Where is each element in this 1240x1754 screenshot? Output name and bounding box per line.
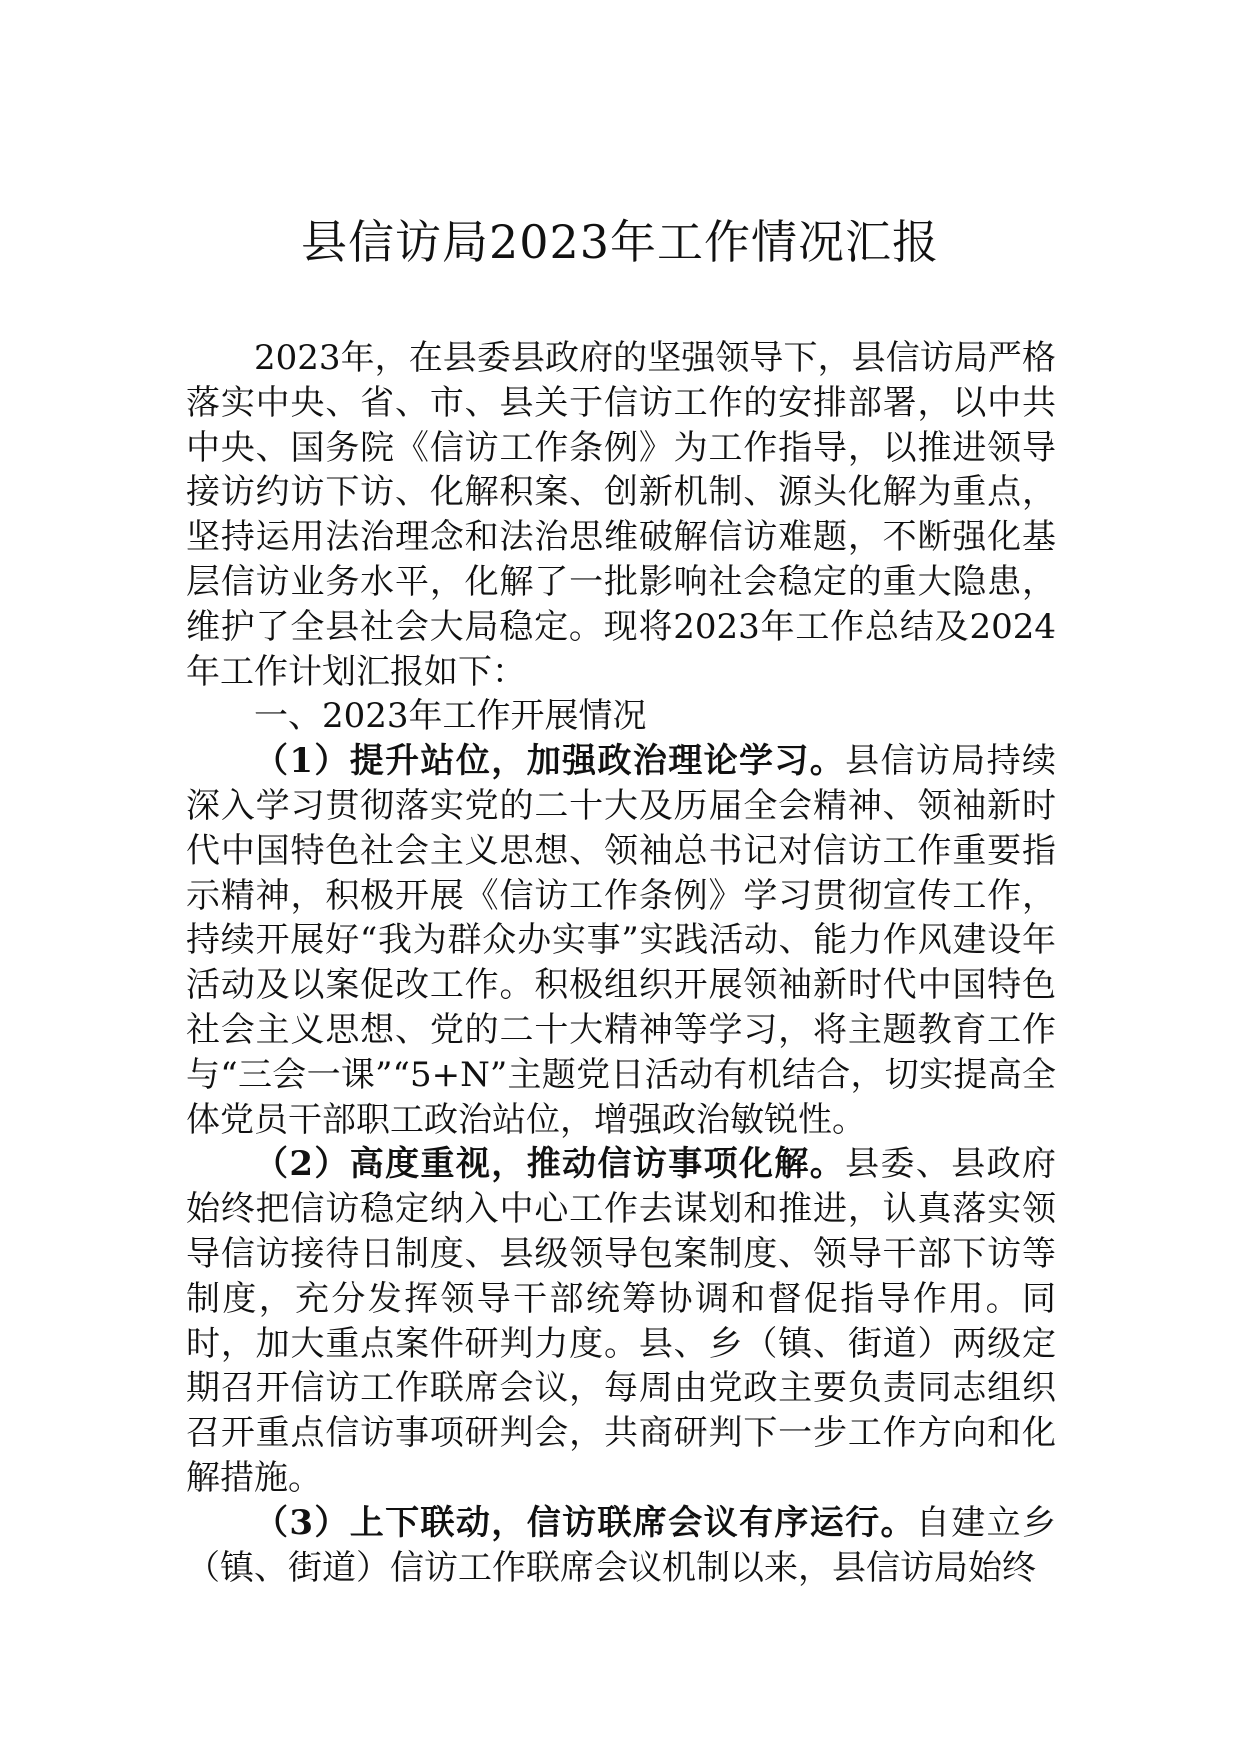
paragraph-lead: （1）提升站位，加强政治理论学习。 bbox=[254, 741, 846, 782]
paragraph-item-3 bbox=[186, 1501, 1056, 1591]
section-heading bbox=[186, 694, 1056, 739]
paragraph-item-1 bbox=[186, 739, 1056, 1142]
paragraph-lead: （2）高度重视，推动信访事项化解。 bbox=[254, 1144, 846, 1185]
paragraph-lead: （3）上下联动，信访联席会议有序运行。 bbox=[254, 1502, 916, 1543]
paragraph-text: 2023年，在县委县政府的坚强领导下，县信访局严格落实中央、省、市、县关于信访工作的安排部署，以中共中央、国务院《信访工作条例》为工作指导，以推进领导接访约访下访、化解积案、创新机制、源头化解为重点，坚持运用法治理念和法治思维破解信访难题，不断强化基层信访业务水平，化解了一批影响社会稳定的重大隐患，维护了全县社会大局稳定。现将2023年工作总结及2024年工作计划汇报如下： bbox=[186, 338, 1056, 692]
paragraph-item-2 bbox=[186, 1142, 1056, 1500]
paragraph-text: 县信访局持续深入学习贯彻落实党的二十大及历届全会精神、领袖新时代中国特色社会主义思想、领袖总书记对信访工作重要指示精神，积极开展《信访工作条例》学习贯彻宣传工作，持续开展好“我为群众办实事”实践活动、能力作风建设年活动及以案促改工作。积极组织开展领袖新时代中国特色社会主义思想、党的二十大精神等学习，将主题教育工作与“三会一课”“5+N”主题党日活动有机结合，切实提高全体党员干部职工政治站位，增强政治敏锐性。 bbox=[186, 741, 1057, 1140]
document-title: 县信访局2023年工作情况汇报 bbox=[300, 215, 940, 269]
paragraph-text: 县委、县政府始终把信访稳定纳入中心工作去谋划和推进，认真落实领导信访接待日制度、县级领导包案制度、领导干部下访等制度，充分发挥领导干部统筹协调和督促指导作用。同时，加大重点案件研判力度。县、乡（镇、街道）两级定期召开信访工作联席会议，每周由党政主要负责同志组织召开重点信访事项研判会，共商研判下一步工作方向和化解措施。 bbox=[186, 1144, 1057, 1498]
section-heading-text: 一、2023年工作开展情况 bbox=[254, 696, 647, 737]
paragraph-intro bbox=[186, 336, 1056, 694]
document-body bbox=[186, 336, 1056, 1590]
paragraph-text: 自建立乡（镇、街道）信访工作联席会议机制以来，县信访局始终 bbox=[186, 1502, 1057, 1588]
